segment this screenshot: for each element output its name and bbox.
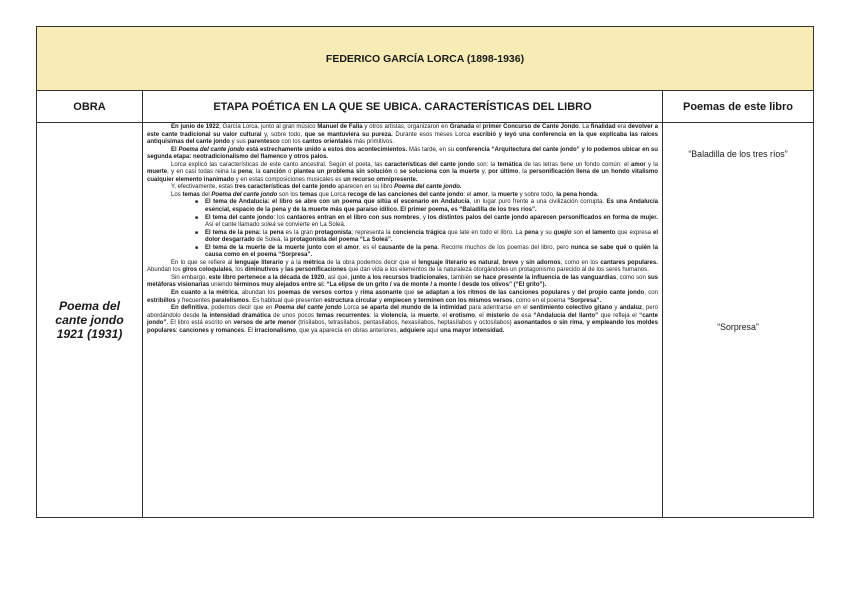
text-run: que [401, 290, 417, 297]
text-run: breve [502, 259, 519, 266]
header-etapa: ETAPA POÉTICA EN LA QUE SE UBICA. CARACTERÍSTICAS DEL LIBRO [143, 91, 663, 123]
text-run: Los [171, 191, 183, 198]
text-run: Poema del cante jondo [211, 191, 278, 198]
text-run: ; la [252, 169, 263, 176]
paragraph [147, 184, 658, 192]
list-item [205, 245, 658, 260]
text-run: Es una Andalucía esencial, espacio de la pena y de la muerte más que paraíso idílico. El primer poema, es “Baladilla de los tres ríos”. [205, 199, 658, 214]
text-run: y lo podemos ubicar en su segunda etapa: neotradicionalismo del flamenco y otros palos. [147, 146, 658, 161]
text-run: y [569, 290, 578, 297]
text-run: , como en los [560, 259, 601, 266]
text-run: y [518, 259, 526, 266]
text-run: de esa [509, 312, 534, 319]
text-run: , y en casi todas reina la [167, 169, 238, 176]
text-run: giros coloquiales [182, 267, 233, 274]
text-run: , [582, 320, 587, 327]
text-run: : [175, 327, 180, 334]
text-run: Manuel de Falla [317, 124, 363, 130]
text-run: una mayor intensidad. [440, 327, 505, 334]
poem-title: “Sorpresa” [717, 322, 759, 332]
text-run: por último [488, 169, 519, 176]
text-run: misterio [486, 312, 510, 319]
obra-title-line2: cante jondo [55, 313, 124, 327]
text-run: protagonista [314, 229, 352, 236]
text-run: cantaores entran en el libro con sus nombres [286, 214, 420, 221]
text-run: : la [369, 312, 381, 319]
text-run: Lorca explicó las características de este canto ancestral. Según el poeta, las [171, 161, 385, 168]
text-run: y otros artistas, organizaron en [362, 124, 450, 130]
text-run: se aparta del mundo de la intimidad [361, 305, 467, 312]
text-run: sus metáforas visionarias [147, 274, 658, 289]
text-run: , la [487, 191, 498, 198]
text-run: y sobre todo, [517, 191, 557, 198]
text-run: lenguaje literario [234, 259, 284, 266]
text-run: irracionalismo [254, 327, 296, 334]
text-run: quejío [553, 229, 572, 236]
text-run: , [498, 259, 503, 266]
text-run: (trisílabos, tetrasílabos, pentasílabos, hexasílabos, heptasílabos y octosílabos) [296, 320, 514, 327]
text-run: y [278, 267, 286, 274]
text-run: conferencia “Arquitectura del cante jondo” [455, 146, 580, 153]
paragraph [147, 192, 658, 200]
text-run: aquí [425, 327, 441, 334]
text-run: este libro pertenece a la década de 1920 [208, 274, 325, 281]
paragraph [147, 124, 658, 147]
list-item [205, 199, 658, 214]
text-run: finalidad [590, 124, 616, 130]
text-run: En definitiva [171, 305, 208, 312]
text-run: y, sobre todo, [261, 131, 305, 138]
text-run: , también [447, 274, 475, 281]
text-run: el [474, 124, 483, 130]
text-run: que dan vida a los elementos de la naturaleza otorgándoles un protagonismo parecido al de los seres humanos. [346, 267, 649, 274]
text-run: plantea un problema sin solución [293, 169, 392, 176]
text-run: para adentrarse en el [466, 305, 530, 312]
text-run: , es el [358, 244, 379, 251]
text-run: , la [406, 312, 418, 319]
text-run: de las letras tiene un fondo común: el [522, 161, 631, 168]
text-run: o [391, 169, 400, 176]
text-run: son: la [474, 161, 498, 168]
text-run: , con [644, 290, 658, 297]
text-run: tres características del cante jondo [234, 184, 336, 191]
text-run: que expresa [615, 229, 653, 236]
text-run: cantares populares. [600, 259, 658, 266]
text-run: primer Concurso de Cante Jondo [482, 124, 579, 130]
text-run: , la [518, 169, 530, 176]
text-run: , un lugar puro frente a una civilización corrupta. [469, 199, 607, 206]
text-run: y empleando los moldes populares [147, 320, 658, 334]
text-run: estructura circular [324, 297, 378, 304]
paragraph [147, 147, 658, 162]
paragraph [147, 260, 658, 275]
text-run: aparecen en su libro [335, 184, 395, 191]
text-run: y, [479, 169, 489, 176]
text-run: y sus [230, 139, 248, 146]
text-run: Así el cante llamado [205, 222, 262, 229]
text-run: pena [237, 169, 253, 176]
paragraph [147, 275, 658, 290]
text-run: de Soleá, la [254, 237, 291, 244]
text-run: junto a los recursos tradicionales [350, 274, 448, 281]
text-run: , podemos decir que en [207, 305, 275, 312]
text-run: Poema del cante jondo [178, 146, 245, 153]
text-run: amor [630, 161, 646, 168]
obra-title-line1: Poema del [59, 299, 120, 313]
text-run: “cante jondo” [147, 312, 658, 327]
text-run: de la obra podemos decir que el [324, 259, 419, 266]
text-run: temática [497, 161, 523, 168]
text-run: más primitivos. [352, 139, 395, 146]
text-run: . El [244, 327, 255, 334]
text-run: Granada [449, 124, 475, 130]
text-run: Lorca [341, 305, 362, 312]
text-run: y la [645, 161, 659, 168]
text-run: adquiere [399, 327, 426, 334]
obra-cell [37, 123, 143, 518]
text-run: erotismo [449, 312, 475, 319]
text-run: violencia [380, 312, 407, 319]
text-run: En junio de 1922 [171, 124, 220, 130]
text-run: muerte [497, 191, 518, 198]
text-run: los distintos palos del cante jondo aparecen personificados en forma de mujer. [427, 214, 658, 221]
text-run: pena [524, 229, 539, 236]
text-run: el dolor desgarrado [205, 229, 659, 244]
paragraph [147, 162, 658, 185]
text-run: sentimiento colectivo gitano [529, 305, 613, 312]
text-run: Poema del cante jondo [274, 305, 342, 312]
text-run: el lamento [585, 229, 616, 236]
text-run: la pena honda [556, 191, 597, 198]
text-run: se convierte en La Soleá. [275, 222, 346, 229]
text-run: conciencia trágica [392, 229, 446, 236]
text-run: un recurso omnipresente. [343, 176, 418, 183]
text-run: soleá [261, 222, 276, 229]
text-run: del [199, 191, 212, 198]
obra-date: 1921 (1931) [56, 327, 123, 341]
header-obra: OBRA [37, 91, 143, 123]
text-run: . El libro está escrito en [166, 320, 234, 327]
text-run: y [612, 305, 620, 312]
text-run: “Andalucía del llanto” [533, 312, 599, 319]
text-run: : el [463, 191, 474, 198]
text-run: paralelismos [211, 297, 249, 304]
text-run: , García Lorca, junto al gran músico [219, 124, 318, 130]
text-run: diminutivos [244, 267, 279, 274]
header-poemas: Poemas de este libro [663, 91, 814, 123]
text-run: temas [182, 191, 200, 198]
text-run: , y [419, 214, 428, 221]
text-run: escribió y leyó una conferencia en la que explicaba las raíces antiquísimas del cante jondo [147, 131, 659, 146]
list-item [205, 230, 658, 245]
text-run: recoge de las canciones del cante jondo [347, 191, 464, 198]
text-run: se adaptan a los ritmos de las canciones populares [416, 290, 570, 297]
text-run: parentesco [247, 139, 280, 146]
text-run: , como en el poema [512, 297, 568, 304]
text-run: : los [273, 214, 287, 221]
text-run: , los [232, 267, 245, 274]
text-run: la intensidad dramática [201, 312, 271, 319]
text-run: y su [538, 229, 554, 236]
lorca-table [36, 26, 814, 518]
text-run: En lo que se refiere al [171, 259, 235, 266]
text-run: de unos pocos [270, 312, 317, 319]
text-run: que late en todo el libro. La [445, 229, 525, 236]
text-run: El [171, 146, 179, 153]
text-run: El tema de la muerte de la muerte junto con el amor [205, 244, 359, 251]
themes-list [147, 199, 658, 259]
text-run: era [615, 124, 628, 130]
text-run: sin adornos [525, 259, 561, 266]
text-run: son los [277, 191, 300, 198]
text-run: asonantados o sin rima [513, 320, 583, 327]
text-run: amor [473, 191, 488, 198]
text-run: está estrechamente unido a estos dos acontecimientos. [244, 146, 408, 153]
text-run: es la gran [283, 229, 315, 236]
text-run: El tema de la pena: [205, 229, 261, 236]
text-run: y en estas composiciones musicales es [234, 176, 344, 183]
text-run: En cuanto a la [171, 290, 217, 297]
text-run: son [571, 229, 586, 236]
text-run: y a la [283, 259, 304, 266]
text-run: , el [438, 312, 450, 319]
text-run: cantos orientales [302, 139, 353, 146]
text-run: personificación llena de un hondo vitalismo cualquier elemento inanimado [147, 169, 658, 183]
text-run: temas recurrentes [316, 312, 370, 319]
text-run: ; representa la [351, 229, 393, 236]
list-item [205, 215, 658, 230]
text-run: , como son [616, 274, 648, 281]
text-run: El tema del cante jondo [205, 214, 274, 221]
text-run: del propio cante jondo [577, 290, 645, 297]
text-run: empiecen y terminen con los mismos versos [383, 297, 513, 304]
poem-title: “Baladilla de los tres ríos” [688, 149, 788, 159]
table-title: FEDERICO GARCÍA LORCA (1898-1936) [37, 27, 814, 91]
text-run: rima asonante [360, 290, 402, 297]
paragraph [147, 305, 658, 335]
text-run: . Recorre muchos de los poemas del libro, pero [437, 244, 571, 251]
text-run: , pero abordándolo desde [147, 305, 658, 319]
text-run: Abundan los [147, 267, 183, 274]
text-run: o [285, 169, 294, 176]
text-run: características del cante jondo [384, 161, 475, 168]
text-run: pena [269, 229, 284, 236]
text-run: se hace presente la influencia de las vanguardias [474, 274, 617, 281]
text-run: andaluz [619, 305, 643, 312]
text-run: la [260, 229, 270, 236]
text-run: devolver a este cante tradicional su valor cultural [147, 124, 658, 138]
text-run: y frecuentes [175, 297, 212, 304]
text-run: se soluciona con la muerte [399, 169, 480, 176]
text-run: . [596, 191, 599, 198]
text-run: lenguaje literario es natural [418, 259, 499, 266]
text-run: temas [299, 191, 318, 198]
paragraph [147, 290, 658, 305]
poems-cell [663, 123, 814, 518]
text-run: términos muy alejados entre sí: “La elipse de un grito / va de monte / a monte / desde los olivos” (“El grito”). [234, 282, 547, 289]
text-run: métrica [216, 290, 238, 297]
text-run: Más tarde, en su [407, 146, 456, 153]
text-run: , el [474, 312, 487, 319]
text-run: uniendo [209, 282, 235, 289]
text-run: métrica [303, 259, 325, 266]
text-run: versos de arte menor [233, 320, 297, 327]
text-run: nunca se sabe qué o quién la causa como en el poema “Sorpresa”. [205, 244, 658, 259]
text-run: Sin embargo, [171, 274, 209, 281]
text-run: con los [279, 139, 303, 146]
text-run: canciones y romances [179, 327, 245, 334]
text-run: canción [262, 169, 286, 176]
text-run: que refleja el [598, 312, 640, 319]
text-run: poemas de versos cortos [277, 290, 353, 297]
text-run: las personificaciones [285, 267, 347, 274]
text-run: , que ya aparecía en obras anteriores, [295, 327, 400, 334]
text-run: “Sorpresa”. [567, 297, 602, 304]
text-run: muerte [417, 312, 439, 319]
text-run: causante de la pena [378, 244, 438, 251]
text-run: , abundan los [237, 290, 278, 297]
text-run: y [352, 290, 361, 297]
text-run: Poema del cante jondo. [394, 184, 462, 191]
text-run: que se mantuviera su pureza. [304, 131, 393, 138]
text-run: . Es habitual que presenten [248, 297, 325, 304]
text-run: protagonista del poema “La Soleá”. [290, 237, 393, 244]
text-run: muerte [147, 169, 168, 176]
text-run: Durante esos meses Lorca [392, 131, 473, 138]
text-run: que Lorca [317, 191, 348, 198]
text-run: El tema de Andalucía: el libro se abre con un poema que sitúa el escenario en Andalucía [205, 199, 470, 206]
text-run: y [377, 297, 384, 304]
text-run: estribillos [147, 297, 176, 304]
characteristics-cell [143, 123, 663, 518]
text-run: . La [578, 124, 591, 130]
text-run: , así que, [324, 274, 351, 281]
text-run: Y, efectivamente, estas [171, 184, 235, 191]
